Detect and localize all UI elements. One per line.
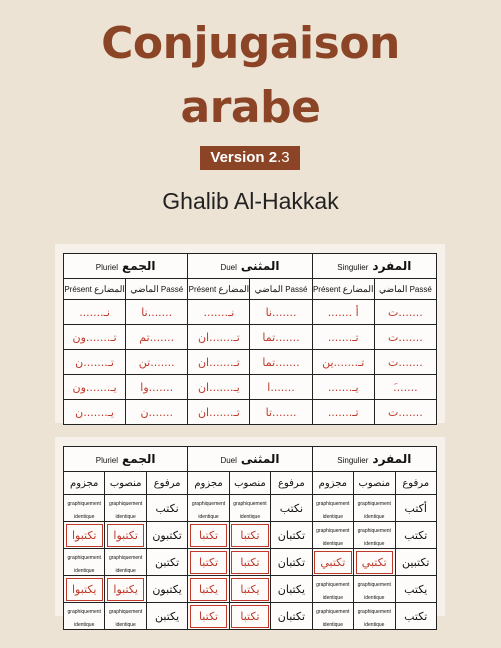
mood-header-cell: مرفوع	[271, 472, 312, 495]
past-present-conjugation-table	[55, 244, 445, 423]
group-ar-label: المفرد	[372, 259, 412, 273]
graphically-identical-note: graphiquement identique	[108, 555, 143, 574]
identical-form-cell	[105, 549, 146, 576]
conjugation-cell: .......تما	[250, 350, 312, 375]
table-row	[64, 350, 437, 375]
graphically-identical-note: graphiquement identique	[357, 528, 391, 547]
verb-form-cell: تكتبان	[271, 549, 312, 576]
conjugation-cell: نـ.......	[64, 300, 126, 325]
graphically-identical-note: graphiquement identique	[357, 609, 391, 628]
conjugation-cell: .......َ	[374, 375, 436, 400]
table-row	[64, 325, 437, 350]
group-header-pluriel	[64, 254, 188, 279]
table-row	[64, 300, 437, 325]
verb-form-cell: تكتبوا	[64, 522, 105, 549]
identical-form-cell	[354, 495, 395, 522]
book-title-line1: Conjugaison	[101, 18, 400, 69]
author-name: Ghalib Al-Hakkak	[162, 188, 339, 214]
identical-form-cell	[64, 603, 105, 630]
conjugation-cell: تـ.......ن	[64, 350, 126, 375]
subheader-ar: الماضي	[254, 283, 283, 294]
graphically-identical-note: graphiquement identique	[108, 501, 143, 520]
verb-form-cell: نكتب	[146, 495, 187, 522]
verb-form-cell: تكتب	[395, 603, 437, 630]
verb-form-cell: تكتبا	[188, 603, 229, 630]
verb-form-cell: تكتبي	[312, 549, 353, 576]
conjugation-cell: يـ.......	[312, 375, 374, 400]
verb-form-cell: يكتب	[395, 576, 437, 603]
group-ar-label: المثنى	[240, 452, 280, 466]
table-row	[64, 495, 437, 522]
identical-form-cell	[354, 603, 395, 630]
group-header-pluriel	[64, 447, 188, 472]
conjugation-cell: يـ.......ان	[188, 375, 250, 400]
graphically-identical-note: graphiquement identique	[67, 555, 101, 574]
graphically-identical-note: graphiquement identique	[108, 609, 143, 628]
subheader-ar: المضارع	[94, 283, 125, 294]
graphically-identical-note: graphiquement identique	[191, 501, 226, 520]
group-fr-label: Pluriel	[95, 263, 119, 272]
verb-form-cell: تكتبا	[229, 522, 270, 549]
conjugation-cell: تـ.......ان	[188, 400, 250, 425]
verb-form-cell: يكتبن	[146, 603, 187, 630]
identical-form-cell	[64, 495, 105, 522]
table-row	[64, 400, 437, 425]
group-header-singulier	[312, 447, 436, 472]
conjugation-cell: .......تم	[126, 325, 188, 350]
verb-form-cell: تكتبن	[146, 549, 187, 576]
verb-form-cell: أكتب	[395, 495, 437, 522]
graphically-identical-note: graphiquement identique	[316, 528, 350, 547]
conjugation-cell: تـ.......ين	[312, 350, 374, 375]
conjugation-cell: تـ.......ون	[64, 325, 126, 350]
verb-form-cell: تكتبان	[271, 603, 312, 630]
table-row	[64, 522, 437, 549]
conjugation-cell: تـ.......ان	[188, 325, 250, 350]
conjugation-cell: .......ت	[374, 400, 436, 425]
verb-form-cell: يكتبوا	[105, 576, 146, 603]
group-fr-label: Singulier	[337, 456, 369, 465]
verb-form-cell: تكتبا	[188, 549, 229, 576]
mood-header-cell: منصوب	[229, 472, 270, 495]
verb-form-cell: تكتبان	[271, 522, 312, 549]
group-ar-label: الجمع	[122, 259, 156, 273]
conjugation-cell: .......نا	[126, 300, 188, 325]
conjugation-cell: .......ت	[374, 350, 436, 375]
version-label: Version 2	[210, 149, 278, 166]
graphically-identical-note: graphiquement identique	[67, 609, 101, 628]
identical-form-cell	[188, 495, 229, 522]
graphically-identical-note: graphiquement identique	[233, 501, 267, 520]
conjugation-cell: .......ت	[374, 325, 436, 350]
subheader-fr: Passé	[285, 284, 308, 294]
verb-form-cell: تكتبا	[229, 549, 270, 576]
group-header-duel	[188, 254, 312, 279]
subheader-ar: المضارع	[218, 283, 250, 294]
conjugation-cell: يـ.......ن	[64, 400, 126, 425]
identical-form-cell	[105, 603, 146, 630]
conjugation-cell: .......ن	[126, 400, 188, 425]
table-row	[64, 603, 437, 630]
conjugation-cell: أ .......	[312, 300, 374, 325]
graphically-identical-note: graphiquement identique	[67, 501, 101, 520]
graphically-identical-note: graphiquement identique	[316, 501, 350, 520]
graphically-identical-note: graphiquement identique	[316, 582, 350, 601]
version-badge	[200, 146, 300, 170]
mood-header-cell: مجزوم	[188, 472, 229, 495]
book-title-line2: arabe	[180, 82, 321, 133]
identical-form-cell	[312, 522, 353, 549]
verb-form-cell: تكتبين	[395, 549, 437, 576]
conjugation-cell: يـ.......ون	[64, 375, 126, 400]
group-header-singulier	[312, 254, 436, 279]
verb-form-cell: يكتبون	[146, 576, 187, 603]
group-header-duel	[188, 447, 312, 472]
mood-header-cell: مجزوم	[312, 472, 353, 495]
conjugation-cell: نـ.......	[188, 300, 250, 325]
table-row	[64, 375, 437, 400]
identical-form-cell	[64, 549, 105, 576]
subheader-cell	[64, 279, 126, 300]
mood-header-cell: مرفوع	[146, 472, 187, 495]
table-row	[64, 576, 437, 603]
verb-form-cell: نكتب	[271, 495, 312, 522]
graphically-identical-note: graphiquement identique	[357, 582, 391, 601]
identical-form-cell	[312, 495, 353, 522]
group-ar-label: الجمع	[122, 452, 156, 466]
graphically-identical-note: graphiquement identique	[316, 609, 350, 628]
identical-form-cell	[312, 576, 353, 603]
mood-header-cell: مرفوع	[395, 472, 437, 495]
verb-form-cell: تكتبون	[146, 522, 187, 549]
subheader-fr: Présent	[188, 284, 217, 294]
subheader-fr: Passé	[409, 284, 432, 294]
conjugation-cell: تـ.......	[312, 400, 374, 425]
verb-form-cell: يكتبوا	[64, 576, 105, 603]
conjugation-cell: تـ.......ان	[188, 350, 250, 375]
subheader-cell	[374, 279, 436, 300]
subheader-fr: Présent	[64, 284, 92, 294]
version-minor: .3	[277, 149, 290, 166]
mood-header-cell: منصوب	[354, 472, 395, 495]
group-fr-label: Duel	[220, 456, 237, 465]
subheader-cell	[312, 279, 374, 300]
verb-form-cell: تكتبوا	[105, 522, 146, 549]
conjugation-cell: .......تن	[126, 350, 188, 375]
subheader-cell	[250, 279, 312, 300]
verb-form-cell: يكتبا	[229, 576, 270, 603]
verb-form-cell: تكتب	[395, 522, 437, 549]
mood-conjugation-table	[55, 437, 445, 628]
group-fr-label: Singulier	[337, 263, 369, 272]
group-ar-label: المثنى	[240, 259, 280, 273]
mood-header-cell: منصوب	[105, 472, 146, 495]
subheader-ar: المضارع	[342, 283, 374, 294]
subheader-fr: Présent	[312, 284, 341, 294]
conjugation-cell: .......ت	[374, 300, 436, 325]
subheader-ar: الماضي	[378, 283, 408, 294]
mood-header-cell: مجزوم	[64, 472, 105, 495]
identical-form-cell	[354, 576, 395, 603]
conjugation-cell: .......تا	[250, 400, 312, 425]
identical-form-cell	[312, 603, 353, 630]
conjugation-cell: .......ا	[250, 375, 312, 400]
subheader-ar: الماضي	[130, 283, 159, 294]
verb-form-cell: يكتبان	[271, 576, 312, 603]
conjugation-cell: تـ.......	[312, 325, 374, 350]
conjugation-cell: .......نا	[250, 300, 312, 325]
conjugation-cell: .......وا	[126, 375, 188, 400]
identical-form-cell	[354, 522, 395, 549]
verb-form-cell: يكتبا	[188, 576, 229, 603]
identical-form-cell	[105, 495, 146, 522]
subheader-fr: Passé	[160, 284, 184, 294]
group-fr-label: Pluriel	[95, 456, 119, 465]
table-row	[64, 549, 437, 576]
verb-form-cell: تكتبي	[354, 549, 395, 576]
graphically-identical-note: graphiquement identique	[357, 501, 391, 520]
subheader-cell	[188, 279, 250, 300]
subheader-cell	[126, 279, 188, 300]
conjugation-cell: .......تما	[250, 325, 312, 350]
group-fr-label: Duel	[220, 263, 237, 272]
verb-form-cell: تكتبا	[229, 603, 270, 630]
identical-form-cell	[229, 495, 270, 522]
verb-form-cell: تكتبا	[188, 522, 229, 549]
group-ar-label: المفرد	[372, 452, 412, 466]
